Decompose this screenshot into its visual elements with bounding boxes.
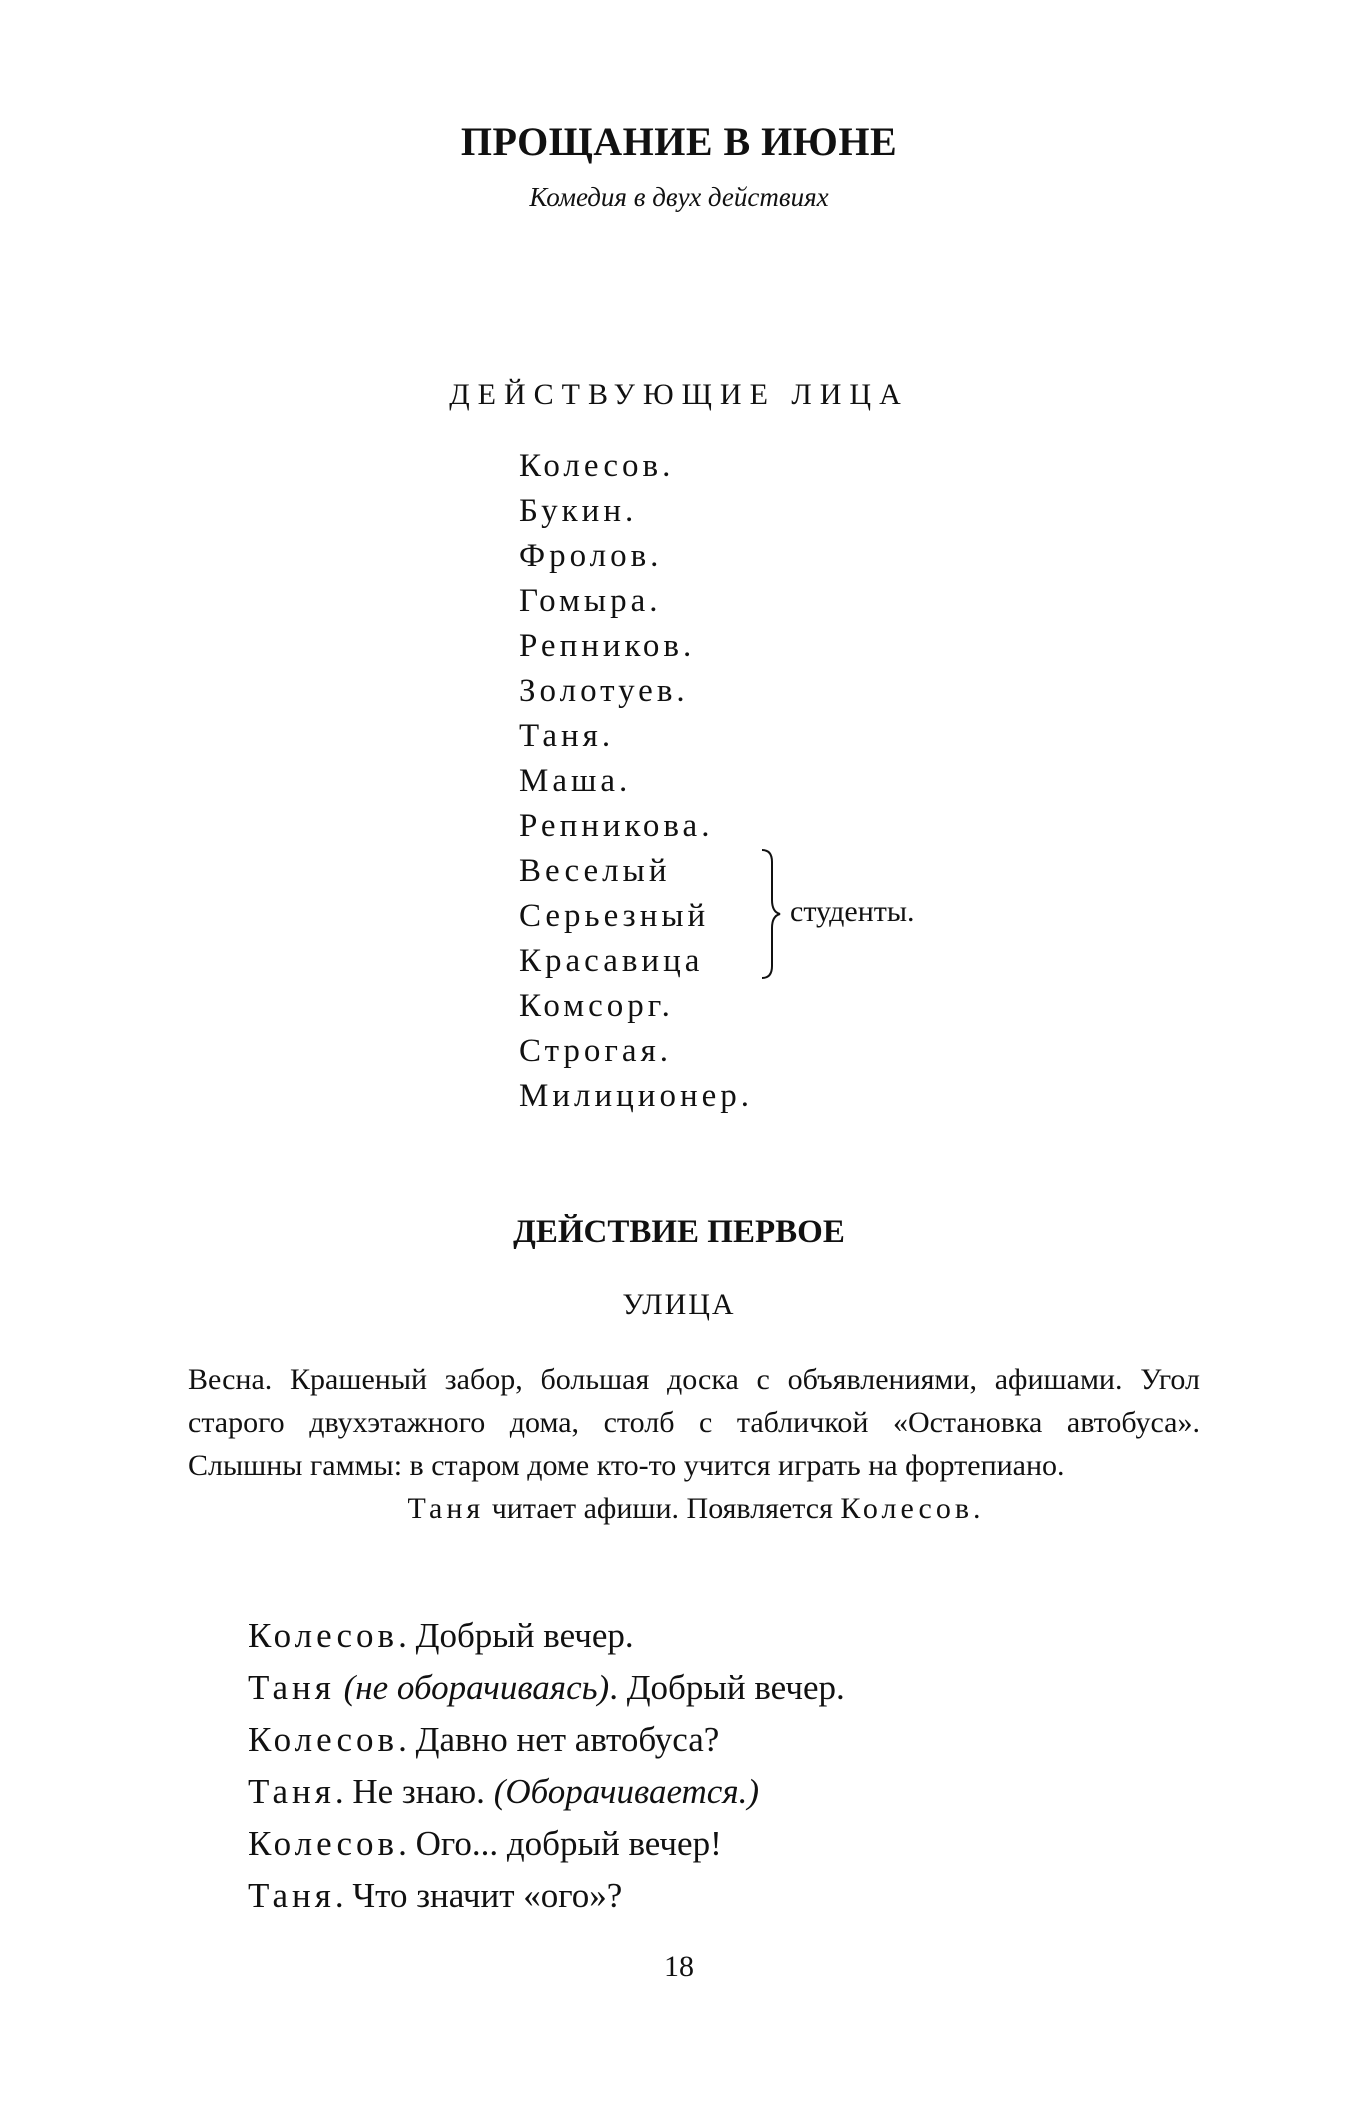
cast-item: Колесов.: [519, 448, 675, 484]
dialogue-line: [248, 1766, 845, 1818]
cast-group-label: студенты.: [790, 895, 915, 928]
stage-text: .: [973, 1492, 981, 1525]
cast-item: Гомыра.: [519, 583, 662, 619]
line-text: . Давно нет автобуса?: [398, 1720, 720, 1759]
cast-item: Маша.: [519, 763, 632, 799]
dialogue-line: [248, 1818, 845, 1870]
cast-item: Репникова.: [519, 808, 714, 844]
scene-title: УЛИЦА: [622, 1288, 736, 1321]
line-text: . Что значит «ого»?: [334, 1876, 623, 1915]
line-text: . Не знаю.: [334, 1772, 494, 1811]
dialogue-line: [248, 1662, 845, 1714]
stage-direction-text: Весна. Крашеный забор, большая доска с объявлениями, афишами. Угол старого двухэтажного дома, столб с табличкой «Остановка автобуса». Слышны гаммы: в старом доме кто-то учится играть на фортепиано.: [188, 1363, 1200, 1482]
cast-item: Букин.: [519, 493, 638, 529]
character-name: Колесов: [248, 1616, 399, 1655]
act-title: ДЕЙСТВИЕ ПЕРВОЕ: [513, 1214, 845, 1250]
dialogue-line: [248, 1870, 845, 1922]
play-subtitle: Комедия в двух действиях: [529, 182, 829, 212]
cast-item: Таня.: [519, 718, 615, 754]
dialogue-line: [248, 1714, 845, 1766]
stage-direction: [188, 1358, 1200, 1530]
curly-brace-icon: [760, 848, 782, 980]
character-name: Колесов: [248, 1720, 399, 1759]
cast-item: Красавица: [519, 943, 704, 979]
character-name: Таня: [407, 1492, 485, 1525]
cast-list: [519, 444, 753, 1119]
cast-item: Строгая.: [519, 1033, 673, 1069]
character-name: Таня: [248, 1876, 335, 1915]
character-name: Таня: [248, 1772, 335, 1811]
dialogue-line: [248, 1610, 845, 1662]
line-text: . Добрый вечер.: [609, 1668, 845, 1707]
cast-item: Фролов.: [519, 538, 663, 574]
character-name: Колесов: [840, 1492, 974, 1525]
stage-remark: (Оборачивается.): [493, 1772, 760, 1811]
cast-item: Комсорг.: [519, 988, 674, 1024]
character-name: Таня: [248, 1668, 335, 1707]
stage-direction-entrance: [188, 1487, 1200, 1530]
cast-item: Милиционер.: [519, 1078, 754, 1114]
character-name: Колесов: [248, 1824, 399, 1863]
play-title: ПРОЩАНИЕ В ИЮНЕ: [460, 119, 898, 164]
stage-remark: (не оборачиваясь): [334, 1668, 610, 1707]
cast-item: Репников.: [519, 628, 696, 664]
cast-heading: ДЕЙСТВУЮЩИЕ ЛИЦА: [449, 378, 909, 411]
cast-item: Серьезный: [519, 898, 710, 934]
stage-text: читает афиши. Появляется: [484, 1492, 841, 1525]
line-text: . Ого... добрый вечер!: [398, 1824, 722, 1863]
line-text: . Добрый вечер.: [398, 1616, 634, 1655]
dialogue: [248, 1610, 845, 1922]
page-number: 18: [664, 1950, 694, 1983]
cast-item: Золотуев.: [519, 673, 689, 709]
cast-item: Веселый: [519, 853, 671, 889]
